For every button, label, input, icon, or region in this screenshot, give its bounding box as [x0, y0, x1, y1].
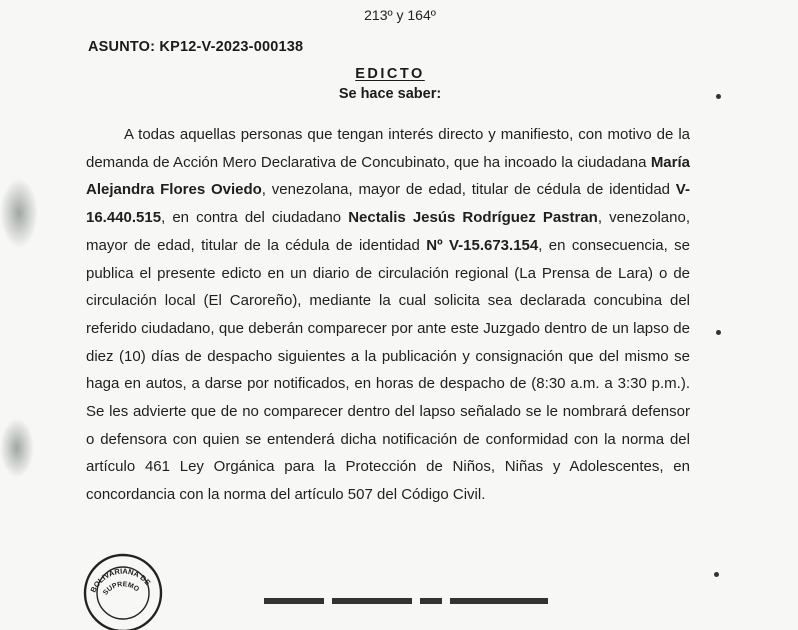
court-seal-stamp — [82, 548, 164, 630]
body-text-segment: , venezolana, mayor de edad, titular de cédula de identidad — [261, 181, 676, 199]
defendant-name: Nectalis Jesús Rodríguez Pastran — [348, 209, 598, 227]
plaintiff-id-number: V-16.440.515 — [86, 181, 690, 227]
svg-text:BOLIVARIANA DE — [89, 567, 153, 594]
svg-text:SUPREMO — [102, 581, 140, 597]
scan-dot-mark — [716, 94, 721, 99]
plaintiff-name: María Alejandra Flores Oviedo — [86, 153, 690, 199]
body-text-segment: , en consecuencia, se publica el presente edicto en un diario de circulación regional (La Prensa de Lara) o de circulación local (El Caroreño), mediante la cual solicita sea declarada concubina del referido ciudadano, que deberán comparecer por ante este Juzgado dentro de un lapso de diez (10) días de despacho siguientes a la publicación y consignación que del mismo se haga en autos, a darse por notificados, en horas de despacho de (8:30 a.m. a 3:30 p.m.). Se les advierte que de no comparecer dentro del lapso señalado se le nombrará defensor o defensora con quien se entenderá dicha notificación de conformidad con la norma del artículo 461 Ley Orgánica para la Protección de Niños, Niñas y Adolescentes, en concordancia con la norma del artículo 507 del Código Civil. — [86, 236, 690, 504]
footer-cropped-line — [262, 590, 552, 604]
defendant-id-number: Nº V-15.673.154 — [426, 236, 539, 254]
scan-smudge — [0, 418, 34, 478]
cropped-text-fragment — [200, 0, 580, 4]
scan-dot-mark — [716, 330, 721, 335]
scan-smudge — [0, 178, 38, 248]
case-subject: ASUNTO: KP12-V-2023-000138 — [88, 39, 304, 55]
body-text-segment: A todas aquellas personas que tengan interés directo y manifiesto, con motivo de la demanda de Acción Mero Declarativa de Concubinato, que ha incoado la ciudadana — [86, 126, 690, 171]
header-year-line: 213º y 164º — [364, 7, 436, 23]
body-text-segment: , en contra del ciudadano — [161, 209, 349, 227]
document-title: EDICTO — [355, 66, 425, 82]
seal-text-inner: SUPREMO — [102, 581, 141, 597]
body-text-segment: , venezolano, mayor de edad, titular de la cédula de identidad — [86, 209, 690, 254]
cropped-text-fragment — [262, 590, 552, 604]
scan-dot-mark — [714, 572, 719, 577]
edict-body-paragraph — [86, 121, 690, 509]
seal-text-outer: BOLIVARIANA DE — [88, 566, 153, 594]
document-subtitle: Se hace saber: — [338, 86, 442, 102]
